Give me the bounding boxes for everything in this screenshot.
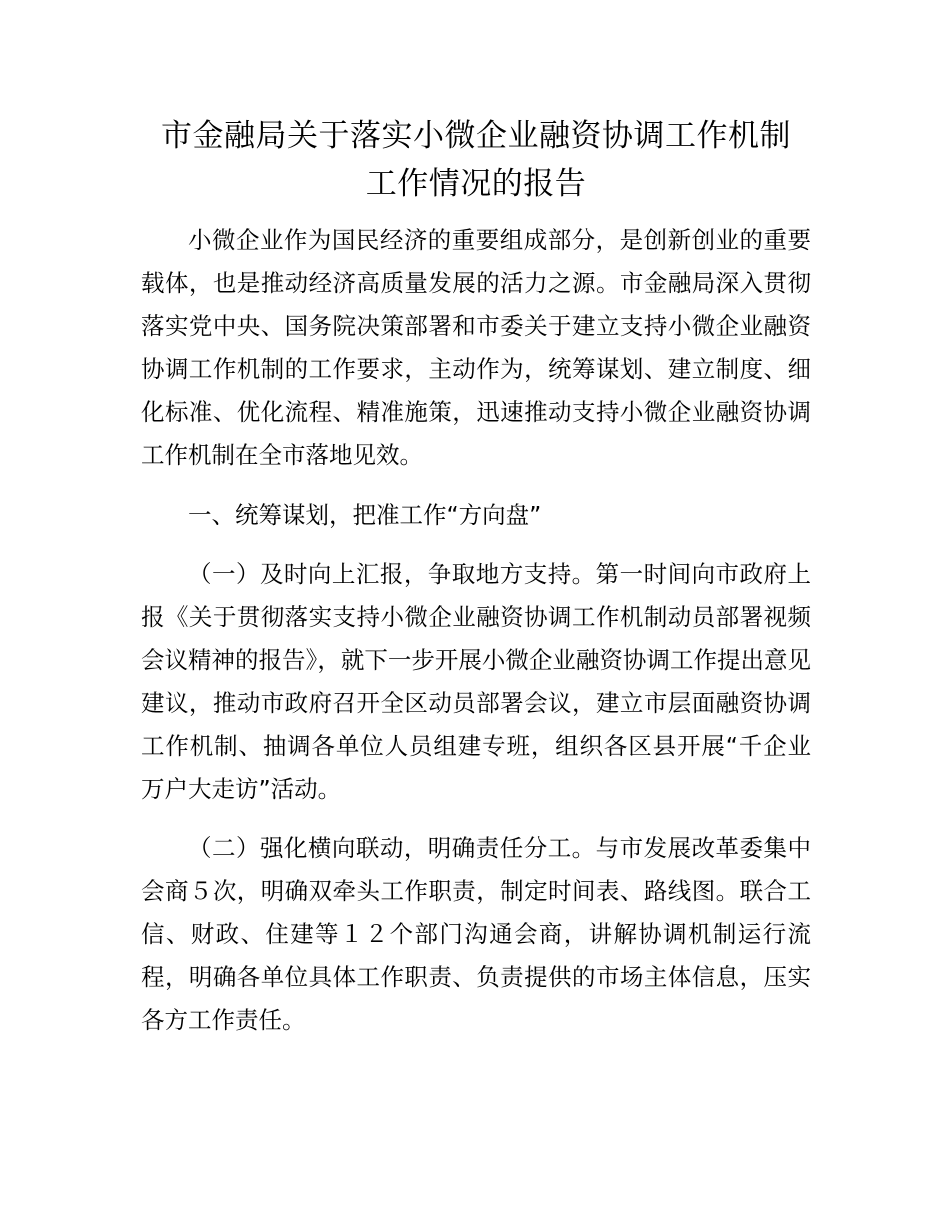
section-heading-1: 一、统筹谋划，把准工作“方向盘” [188,501,542,529]
title-line-2: 工作情况的报告 [365,166,587,202]
subsection-paragraph-2: （二）强化横向联动，明确责任分工。与市发展改革委集中会商５次，明确双牵头工作职责，制定时间表、路线图。联合工信、财政、住建等１２个部门沟通会商，讲解协调机制运行流程，明确各单位具体工作职责、负责提供的市场主体信息，压实各方工作责任。 [141,834,811,1034]
document-title [141,112,811,208]
document-page [141,112,811,1042]
subsection-paragraph-1: （一）及时向上汇报，争取地方支持。第一时间向市政府上报《关于贯彻落实支持小微企业融资协调工作机制动员部署视频会议精神的报告》，就下一步开展小微企业融资协调工作提出意见建议，推动市政府召开全区动员部署会议，建立市层面融资协调工作机制、抽调各单位人员组建专班，组织各区县开展“千企业万户大走访”活动。 [141,560,811,803]
title-line-1: 市金融局关于落实小微企业融资协调工作机制 [161,118,791,154]
intro-paragraph: 小微企业作为国民经济的重要组成部分，是创新创业的重要载体，也是推动经济高质量发展的活力之源。市金融局深入贯彻落实党中央、国务院决策部署和市委关于建立支持小微企业融资协调工作机制的工作要求，主动作为，统筹谋划、建立制度、细化标准、优化流程、精准施策，迅速推动支持小微企业融资协调工作机制在全市落地见效。 [141,226,811,469]
